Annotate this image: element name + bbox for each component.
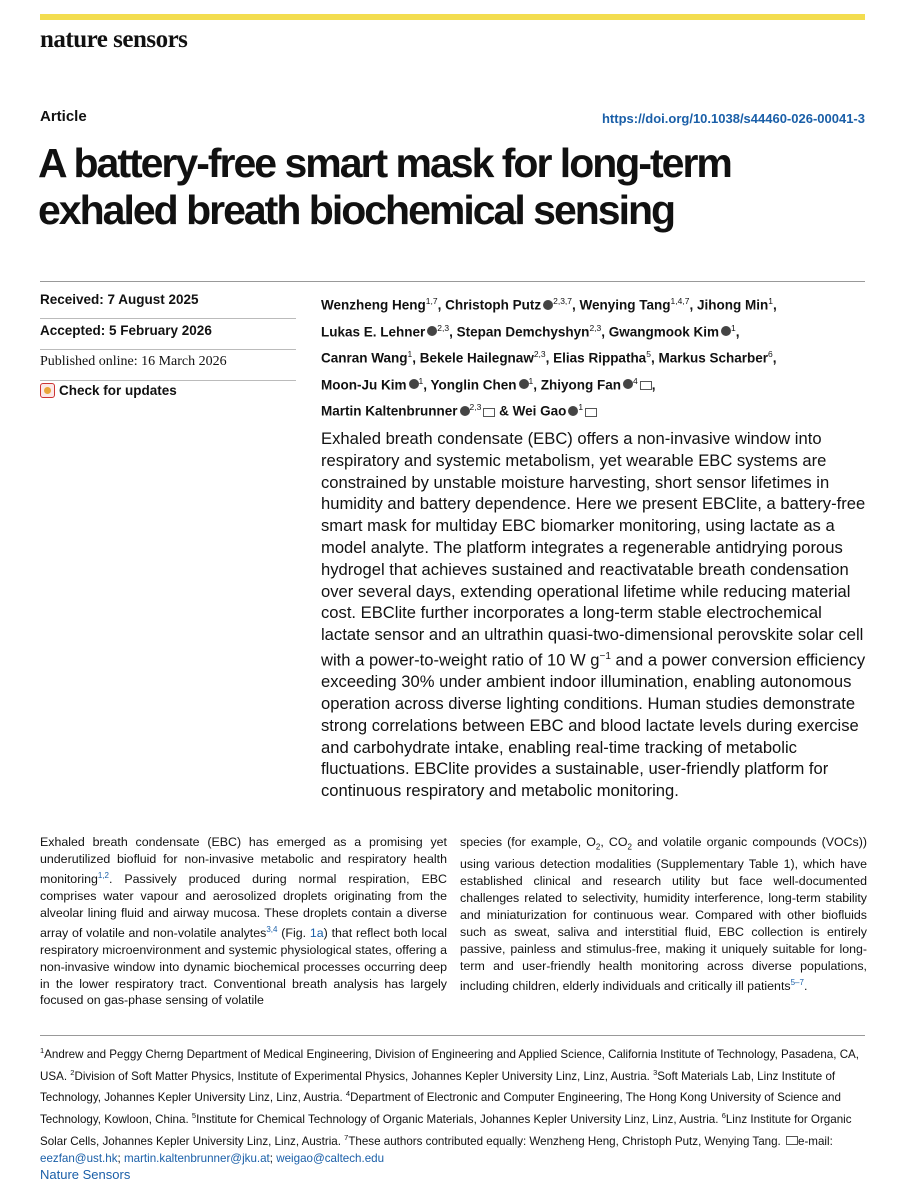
- author-conjunction: &: [499, 403, 513, 419]
- author[interactable]: Wenzheng Heng: [321, 297, 426, 313]
- check-updates-label: Check for updates: [59, 383, 177, 398]
- affiliations: $^1$Andrew and Peggy Cherng Department of Medical Engineering, Division of Engineering and Applied Science, California Institute of Technology, Pasadena, CA, USA. $^2$Division of Soft Matter Physics, Institute of Experimental Physics, Johannes Kepler University Linz, Linz, Austria. $^3$Soft Materials Lab, Linz Institute of Technology, Johannes Kepler University Linz, Linz, Austria. $^4$Department of Electronic and Computer Engineering, The Hong Kong University of Science and Technology, Kowloon, China. $^5$Institute for Chemical Technology of Organic Materials, Johannes Kepler University Linz, Linz, Austria. $^6$Linz Institute for Organic Solar Cells, Johannes Kepler University Linz, Linz, Austria. $^7$These authors contributed equally: Wenzheng Heng, Christoph Putz, Wenying Tang. e-mail: eezfan@ust.hk; martin.kaltenbrunner@jku.at; weigao@caltech.edu: [40, 1046, 860, 1166]
- author[interactable]: Wenying Tang: [579, 297, 671, 313]
- citation-link[interactable]: 3,4: [266, 924, 278, 934]
- published-date: Published online: 16 March 2026: [40, 354, 227, 369]
- abstract: Exhaled breath condensate (EBC) offers a non-invasive window into respiratory and systemic metabolism, yet wearable EBC systems are constrained by unstable moisture harvesting, short sensor lifetimes in humidity and battery dependence. Here we present EBClite, a battery-free smart mask for multiday EBC biomarker monitoring, using lactate as a model analyte. The platform integrates a regenerable antidrying porous hydrogel that achieves sustained and reactivatable breath condensation over several days, extending operational lifetime while reducing material cost. EBClite further incorporates a long-term stable electrochemical lactate sensor and an ultrathin quasi-two-dimensional perovskite solar cell with a power-to-weight ratio of 10 W $g^{-1}$ and a power conversion efficiency exceeding 30% under ambient indoor illumination, enabling autonomous operation across diverse lighting conditions. Human studies demonstrate strong correlations between EBC and blood lactate levels during exercise and carbohydrate intake, enabling real-time tracking of metabolic fluctuations. EBClite provides a sustainable, user-friendly platform for continuous respiratory and metabolic monitoring.: [321, 429, 866, 801]
- received-date: Received: 7 August 2025: [40, 292, 199, 307]
- author[interactable]: Yonglin Chen: [430, 377, 517, 392]
- mail-icon: [786, 1136, 798, 1145]
- footer-journal: Nature Sensors: [40, 1167, 131, 1182]
- title-line-1: A battery-free smart mask for long-term: [38, 140, 731, 186]
- email-link[interactable]: martin.kaltenbrunner@jku.at: [123, 1152, 270, 1166]
- orcid-icon[interactable]: [519, 379, 529, 389]
- date-separator: [40, 349, 296, 350]
- author[interactable]: Zhiyong Fan: [540, 377, 621, 392]
- author[interactable]: Martin Kaltenbrunner: [321, 403, 458, 419]
- mail-icon[interactable]: [483, 408, 495, 417]
- author[interactable]: Wei Gao: [512, 403, 567, 419]
- date-separator: [40, 380, 296, 381]
- body-column-right: species (for example, $O_2$, $CO_2$ and volatile organic compounds (VOCs)) using various detection modalities (Supplementary Table 1), which have established clinical and research utility but face well-documented challenges related to selectivity, humidity interference, long-term stability and miniaturization for continuous wear. Compared with other biofluids such as sweat, saliva and interstitial fluid, EBC collection is entirely passive, painless and stimulus-free, making it uniquely suitable for long-term and user-friendly health monitoring across diverse populations, including children, elderly individuals and critically ill patients$^{5-7}$.: [460, 835, 867, 993]
- author[interactable]: Markus Scharber: [658, 350, 769, 366]
- check-updates-button[interactable]: [40, 383, 300, 398]
- author[interactable]: Lukas E. Lehner: [321, 324, 426, 339]
- citation-link[interactable]: 1,2: [97, 870, 109, 880]
- accepted-date: Accepted: 5 February 2026: [40, 323, 212, 338]
- author[interactable]: Christoph Putz: [445, 297, 542, 313]
- accent-bar: [40, 14, 865, 20]
- author[interactable]: Bekele Hailegnaw: [419, 350, 534, 366]
- article-type: Article: [40, 108, 87, 125]
- doi-link[interactable]: https://doi.org/10.1038/s44460-026-00041-3: [601, 111, 865, 126]
- citation-link[interactable]: 5–7: [790, 977, 804, 987]
- orcid-icon[interactable]: [460, 406, 470, 416]
- journal-name: nature sensors: [40, 26, 188, 53]
- article-title: [38, 140, 878, 234]
- mail-icon[interactable]: [585, 408, 597, 417]
- mail-icon[interactable]: [640, 381, 652, 390]
- orcid-icon[interactable]: [568, 406, 578, 416]
- body-column-left: Exhaled breath condensate (EBC) has emerged as a promising yet underutilized biofluid for non-invasive metabolic and respiratory health monitoring$^{1,2}$. Passively produced during normal respiration, EBC comprises water vapour and aerosolized droplets originating from the alveolar lining fluid and airway mucosa. These droplets contain a diverse array of volatile and non-volatile analytes$^{3,4}$ (Fig. 1a) that reflect both local respiratory microenvironment and systemic physiological states, offering a non-invasive window into dynamic biochemical processes occurring deep in the lower respiratory tract. Conventional breath analysis has largely focused on gas-phase sensing of volatile: [40, 835, 447, 1008]
- figure-link[interactable]: 1a: [309, 925, 324, 940]
- author[interactable]: Jihong Min: [696, 297, 769, 313]
- orcid-icon[interactable]: [427, 326, 437, 336]
- article-dates: [40, 290, 300, 398]
- affiliation-divider: [40, 1035, 865, 1036]
- email-link[interactable]: eezfan@ust.hk: [40, 1152, 118, 1166]
- email-link[interactable]: weigao@caltech.edu: [276, 1152, 385, 1166]
- orcid-icon[interactable]: [623, 379, 633, 389]
- author[interactable]: Canran Wang: [321, 350, 408, 366]
- check-updates-icon: [40, 383, 55, 398]
- author[interactable]: Stepan Demchyshyn: [456, 324, 590, 339]
- author[interactable]: Gwangmook Kim: [608, 324, 720, 339]
- date-separator: [40, 318, 296, 319]
- author-list: Wenzheng Heng$^{1,7}$, Christoph Putz $^{2,3,7}$, Wenying Tang$^{1,4,7}$, Jihong Min$^1$, Lukas E. Lehner $^{2,3}$, Stepan Demchyshyn$^{2,3}$, Gwangmook Kim $^1$, Canran Wang$^1$, Bekele Hailegnaw$^{2,3}$, Elias Rippatha$^5$, Markus Scharber$^6$, Moon-Ju Kim $^1$, Yonglin Chen $^1$, Zhiyong Fan $^4$ , Martin Kaltenbrunner $^{2,3}$ & Wei Gao $^1$: [321, 296, 777, 419]
- orcid-icon[interactable]: [543, 300, 553, 310]
- orcid-icon[interactable]: [721, 326, 731, 336]
- author[interactable]: Elias Rippatha: [553, 350, 647, 366]
- title-line-2: exhaled breath biochemical sensing: [38, 187, 675, 233]
- orcid-icon[interactable]: [409, 379, 419, 389]
- header-divider: [40, 281, 865, 282]
- author[interactable]: Moon-Ju Kim: [321, 377, 407, 392]
